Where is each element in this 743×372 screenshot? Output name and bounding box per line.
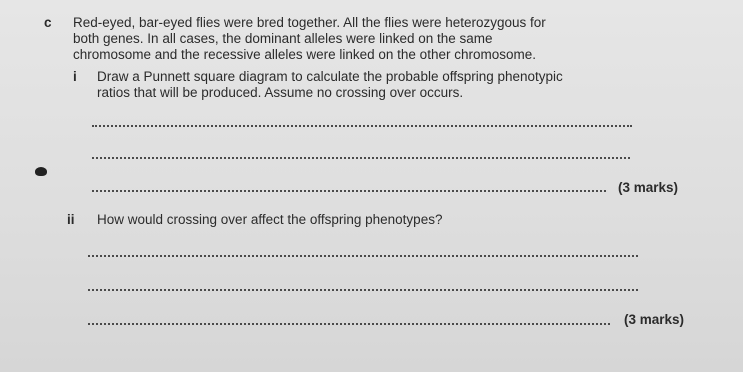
answer-line-ii-1[interactable] [88,255,638,257]
ink-mark [35,167,47,176]
part-ii-question: How would crossing over affect the offspring phenotypes? [97,212,443,227]
answer-line-i-2[interactable] [92,157,630,159]
part-ii-label: ii [67,212,75,227]
answer-line-i-3[interactable] [92,190,606,192]
question-c-label: c [44,15,52,30]
answer-line-ii-3[interactable] [88,323,610,325]
part-i-label: i [73,69,77,84]
part-ii-marks: (3 marks) [624,312,685,327]
question-c-line-1: Red-eyed, bar-eyed flies were bred together. All the flies were heterozygous for [73,15,546,30]
answer-line-ii-2[interactable] [88,289,638,291]
answer-line-i-1[interactable] [92,125,632,127]
part-i-line-2: ratios that will be produced. Assume no crossing over occurs. [97,85,464,100]
question-c-line-2: both genes. In all cases, the dominant alleles were linked on the same [73,31,493,46]
part-i-marks: (3 marks) [618,180,679,195]
part-i-line-1: Draw a Punnett square diagram to calculate the probable offspring phenotypic [97,69,563,84]
question-c-line-3: chromosome and the recessive alleles were linked on the other chromosome. [73,47,536,62]
